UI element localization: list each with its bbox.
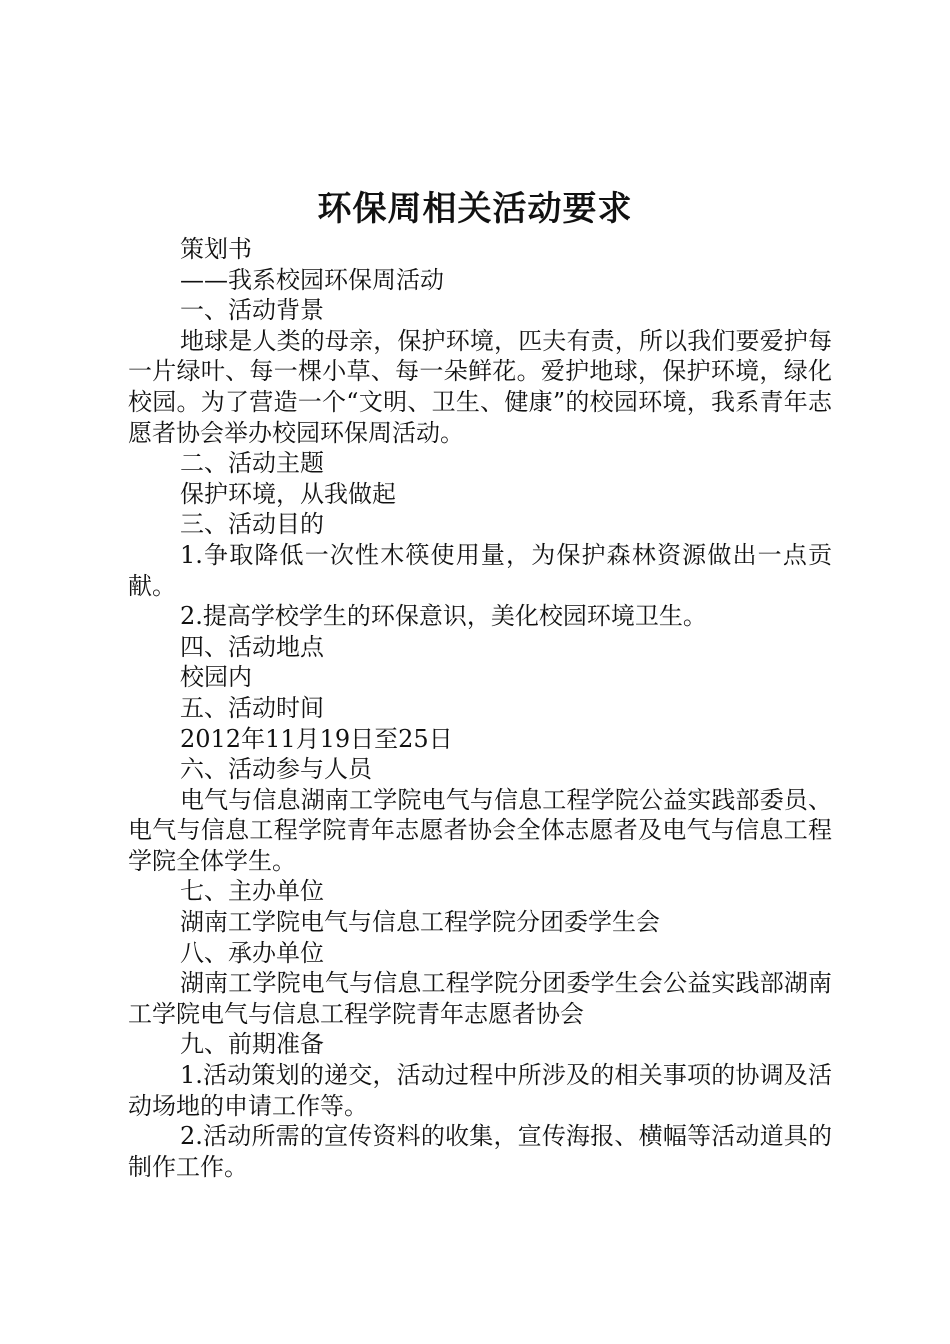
paragraph-location: 校园内 (180, 663, 252, 692)
heading-purpose: 三、活动目的 (180, 510, 324, 539)
paragraph-purpose-2: 2.提高学校学生的环保意识，美化校园环境卫生。 (180, 602, 707, 631)
paragraph-time: 2012年11月19日至25日 (180, 724, 453, 753)
paragraph-background: 地球是人类的母亲，保护环境，匹夫有责，所以我们要爱护每一片绿叶、每一棵小草、每一朵鲜花。爱护地球，保护环境，绿化校园。为了营造一个“文明、卫生、健康”的校园环境，我系青年志愿者协会举办校园环保周活动。 (128, 326, 832, 447)
document-body (128, 234, 832, 1182)
heading-location: 四、活动地点 (180, 632, 324, 661)
paragraph-host: 湖南工学院电气与信息工程学院分团委学生会 (180, 908, 660, 937)
heading-participants: 六、活动参与人员 (180, 755, 372, 784)
heading-time: 五、活动时间 (180, 693, 324, 722)
paragraph-preparation-2: 2.活动所需的宣传资料的收集，宣传海报、横幅等活动道具的制作工作。 (128, 1122, 832, 1181)
paragraph-plan-label: 策划书 (180, 235, 252, 263)
heading-preparation: 九、前期准备 (180, 1030, 324, 1059)
paragraph-participants: 电气与信息湖南工学院电气与信息工程学院公益实践部委员、电气与信息工程学院青年志愿者协会全体志愿者及电气与信息工程学院全体学生。 (128, 785, 832, 875)
heading-theme: 二、活动主题 (180, 449, 324, 478)
paragraph-subtitle: ——我系校园环保周活动 (180, 265, 444, 294)
paragraph-theme: 保护环境，从我做起 (180, 479, 396, 508)
document-title: 环保周相关活动要求 (317, 189, 633, 229)
paragraph-preparation-1: 1.活动策划的递交，活动过程中所涉及的相关事项的协调及活动场地的申请工作等。 (128, 1061, 832, 1120)
heading-organizer: 八、承办单位 (180, 938, 324, 967)
paragraph-purpose-1: 1.争取降低一次性木筷使用量，为保护森林资源做出一点贡献。 (128, 540, 832, 600)
heading-host: 七、主办单位 (180, 877, 324, 906)
paragraph-organizer: 湖南工学院电气与信息工程学院分团委学生会公益实践部湖南工学院电气与信息工程学院青年志愿者协会 (128, 969, 832, 1028)
heading-background: 一、活动背景 (180, 296, 324, 325)
